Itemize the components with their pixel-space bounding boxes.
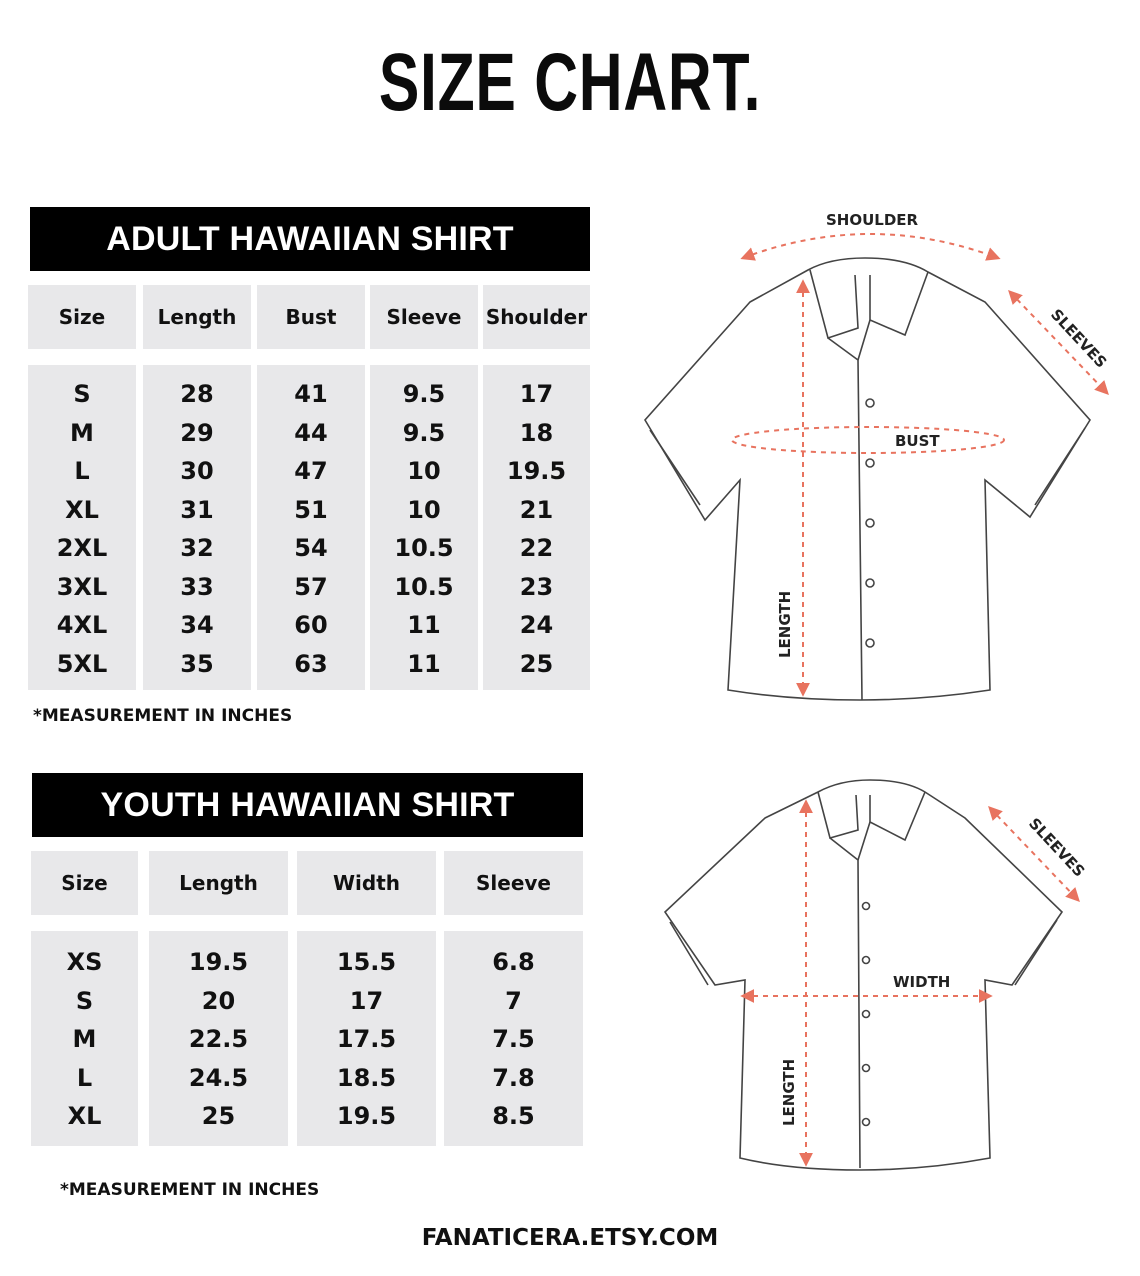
adult-col-header: Sleeve <box>370 285 478 349</box>
adult-col-values <box>28 365 136 690</box>
adult-table-cell: S <box>73 380 91 408</box>
adult-table-cell: 17 <box>519 380 554 408</box>
youth-table-cell: 17 <box>349 986 384 1015</box>
youth-table-cell: XS <box>66 948 103 976</box>
youth-sleeves-label: SLEEVES <box>1025 814 1089 881</box>
shoulder-label: SHOULDER <box>826 211 919 229</box>
youth-table-cell: M <box>72 1025 97 1053</box>
youth-table-cell: L <box>76 1063 93 1092</box>
adult-table-cell: 31 <box>180 495 214 524</box>
adult-heading: ADULT HAWAIIAN SHIRT <box>30 207 590 271</box>
adult-col-values <box>483 365 590 690</box>
adult-col-header: Size <box>28 285 136 349</box>
adult-table-cell: L <box>74 457 90 485</box>
youth-table-cell: 22.5 <box>188 1025 249 1053</box>
youth-table-cell: 7.5 <box>492 1025 535 1053</box>
adult-table-cell: 28 <box>180 380 214 408</box>
youth-col-header: Length <box>149 851 288 915</box>
youth-col-header: Width <box>297 851 436 915</box>
youth-table-cell: 20 <box>201 986 236 1015</box>
adult-table-cell: 10.5 <box>394 534 454 562</box>
adult-table-cell: 63 <box>294 649 328 678</box>
youth-col-values <box>297 931 436 1146</box>
adult-table-cell: 9.5 <box>402 380 446 408</box>
youth-measurement-note: *MEASUREMENT IN INCHES <box>60 1180 320 1200</box>
youth-table-cell: 7 <box>505 986 522 1015</box>
youth-heading: YOUTH HAWAIIAN SHIRT <box>32 773 583 837</box>
youth-table-cell: 15.5 <box>336 948 397 976</box>
adult-col-header: Length <box>143 285 251 349</box>
adult-table-cell: 3XL <box>56 572 108 601</box>
adult-table-cell: 51 <box>294 495 328 524</box>
youth-col-values <box>444 931 583 1146</box>
adult-table-cell: 2XL <box>56 534 108 562</box>
youth-table-cell: 19.5 <box>336 1102 397 1130</box>
adult-table-cell: M <box>70 418 94 447</box>
adult-table-cell: 57 <box>294 572 328 601</box>
adult-col-values <box>257 365 365 690</box>
adult-table-cell: 24 <box>519 611 554 639</box>
adult-table-cell: 25 <box>519 649 554 678</box>
adult-table-cell: 18 <box>519 418 554 447</box>
adult-table-cell: 35 <box>180 649 214 678</box>
adult-table-cell: 41 <box>294 380 328 408</box>
adult-table-cell: 10.5 <box>394 572 454 601</box>
bust-label: BUST <box>895 432 940 450</box>
youth-length-label: LENGTH <box>780 1058 798 1126</box>
adult-table-cell: 34 <box>180 611 214 639</box>
adult-table-cell: 22 <box>519 534 554 562</box>
adult-table-cell: 47 <box>294 457 328 485</box>
adult-table-cell: 10 <box>407 457 441 485</box>
adult-table-cell: 30 <box>180 457 214 485</box>
youth-table-cell: 17.5 <box>336 1025 397 1053</box>
width-label: WIDTH <box>893 973 951 991</box>
adult-table-cell: 5XL <box>56 649 108 678</box>
youth-table-cell: 8.5 <box>492 1102 535 1130</box>
youth-table-cell: 7.8 <box>492 1063 535 1092</box>
shop-url: FANATICERA.ETSY.COM <box>421 1225 719 1251</box>
youth-table-cell: S <box>75 986 94 1015</box>
sleeves-label: SLEEVES <box>1047 305 1111 372</box>
youth-col-header: Sleeve <box>444 851 583 915</box>
adult-col-values <box>143 365 251 690</box>
youth-table-cell: 24.5 <box>188 1063 249 1092</box>
adult-table-cell: 60 <box>294 611 328 639</box>
adult-measurement-note: *MEASUREMENT IN INCHES <box>33 706 293 726</box>
adult-table-cell: XL <box>65 495 99 524</box>
adult-table-cell: 32 <box>180 534 214 562</box>
youth-col-values <box>31 931 138 1146</box>
adult-table-cell: 44 <box>294 418 328 447</box>
adult-col-values <box>370 365 478 690</box>
length-label: LENGTH <box>776 590 794 658</box>
adult-table-cell: 19.5 <box>506 457 567 485</box>
adult-table-cell: 11 <box>407 649 441 678</box>
youth-table-cell: 19.5 <box>188 948 249 976</box>
adult-table-cell: 29 <box>180 418 214 447</box>
adult-table-cell: 33 <box>180 572 214 601</box>
adult-table-cell: 4XL <box>56 611 108 639</box>
youth-table-cell: 25 <box>201 1102 236 1130</box>
adult-table-cell: 10 <box>407 495 441 524</box>
adult-table-cell: 54 <box>294 534 328 562</box>
youth-table-cell: XL <box>67 1102 102 1130</box>
youth-col-values <box>149 931 288 1146</box>
adult-col-header: Shoulder <box>483 285 590 349</box>
adult-col-header: Bust <box>257 285 365 349</box>
adult-table-cell: 23 <box>519 572 554 601</box>
adult-table-cell: 9.5 <box>402 418 446 447</box>
page-title: SIZE CHART. <box>378 37 762 128</box>
youth-table-cell: 18.5 <box>336 1063 397 1092</box>
adult-table-cell: 11 <box>407 611 441 639</box>
youth-col-header: Size <box>31 851 138 915</box>
adult-table-cell: 21 <box>519 495 554 524</box>
youth-table-cell: 6.8 <box>492 948 535 976</box>
